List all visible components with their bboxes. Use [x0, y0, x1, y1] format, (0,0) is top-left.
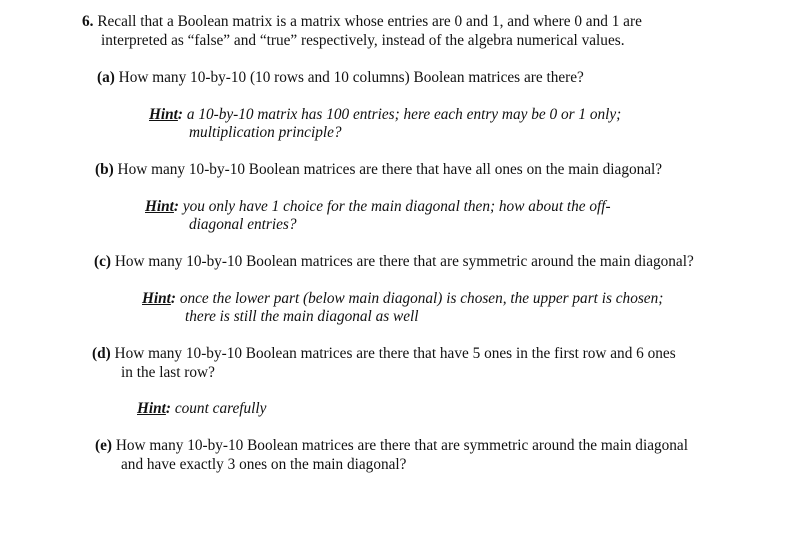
- part-c-text: How many 10-by-10 Boolean matrices are there that are symmetric around the main diagonal?: [114, 253, 694, 270]
- question-intro-text-1: Recall that a Boolean matrix is a matrix whose entries are 0 and 1, and where 0 and 1 are: [97, 13, 642, 30]
- part-b-label: (b): [95, 161, 114, 178]
- part-e-text-1: How many 10-by-10 Boolean matrices are there that are symmetric around the main diagonal: [115, 437, 688, 454]
- part-a-hint-line1: [149, 106, 621, 124]
- part-d-hint-line1: [137, 400, 266, 418]
- part-d-label: (d): [92, 345, 111, 362]
- part-b-hint-line2: [189, 216, 297, 234]
- part-c-hint-colon: :: [170, 290, 177, 307]
- part-b-hint-text-1: you only have 1 choice for the main diagonal then; how about the off-: [179, 198, 611, 215]
- part-d-hint-text-1: count carefully: [171, 400, 267, 417]
- part-b-hint-line1: [145, 198, 611, 216]
- question-intro-line2: [101, 32, 625, 50]
- part-c-label: (c): [94, 253, 111, 270]
- part-a-hint-colon: :: [177, 106, 184, 123]
- part-b-hint-label: Hint: [145, 198, 174, 215]
- part-b-text: How many 10-by-10 Boolean matrices are there that have all ones on the main diagonal?: [117, 161, 663, 178]
- part-c-hint-text-1: once the lower part (below main diagonal) is chosen, the upper part is chosen;: [176, 290, 664, 307]
- part-b-hint-colon: :: [173, 198, 180, 215]
- question-intro-line1: [82, 13, 642, 31]
- part-c-hint-line1: [142, 290, 663, 308]
- question-intro-text-2: interpreted as “false” and “true” respectively, instead of the algebra numerical values.: [101, 32, 625, 49]
- part-d-hint-colon: :: [165, 400, 172, 417]
- part-d-question-line2: [121, 364, 215, 382]
- part-d-text-2: in the last row?: [121, 364, 215, 381]
- part-d-question-line1: [92, 345, 676, 363]
- part-a-label: (a): [97, 69, 115, 86]
- part-a-hint-text-2: multiplication principle?: [189, 124, 342, 141]
- question-number: 6.: [82, 13, 94, 30]
- part-e-question-line1: [95, 437, 688, 455]
- part-a-text: How many 10-by-10 (10 rows and 10 columns) Boolean matrices are there?: [118, 69, 584, 86]
- part-a-question: [97, 69, 584, 87]
- part-a-hint-label: Hint: [149, 106, 178, 123]
- part-c-hint-line2: [185, 308, 419, 326]
- part-d-hint-label: Hint: [137, 400, 166, 417]
- part-a-hint-line2: [189, 124, 342, 142]
- part-e-question-line2: [121, 456, 406, 474]
- part-e-text-2: and have exactly 3 ones on the main diagonal?: [121, 456, 407, 473]
- part-a-hint-text-1: a 10-by-10 matrix has 100 entries; here each entry may be 0 or 1 only;: [183, 106, 622, 123]
- part-c-hint-label: Hint: [142, 290, 171, 307]
- part-c-question: [94, 253, 694, 271]
- part-d-text-1: How many 10-by-10 Boolean matrices are there that have 5 ones in the first row and 6 ones: [114, 345, 676, 362]
- part-b-hint-text-2: diagonal entries?: [189, 216, 297, 233]
- part-e-label: (e): [95, 437, 112, 454]
- part-b-question: [95, 161, 662, 179]
- part-c-hint-text-2: there is still the main diagonal as well: [185, 308, 419, 325]
